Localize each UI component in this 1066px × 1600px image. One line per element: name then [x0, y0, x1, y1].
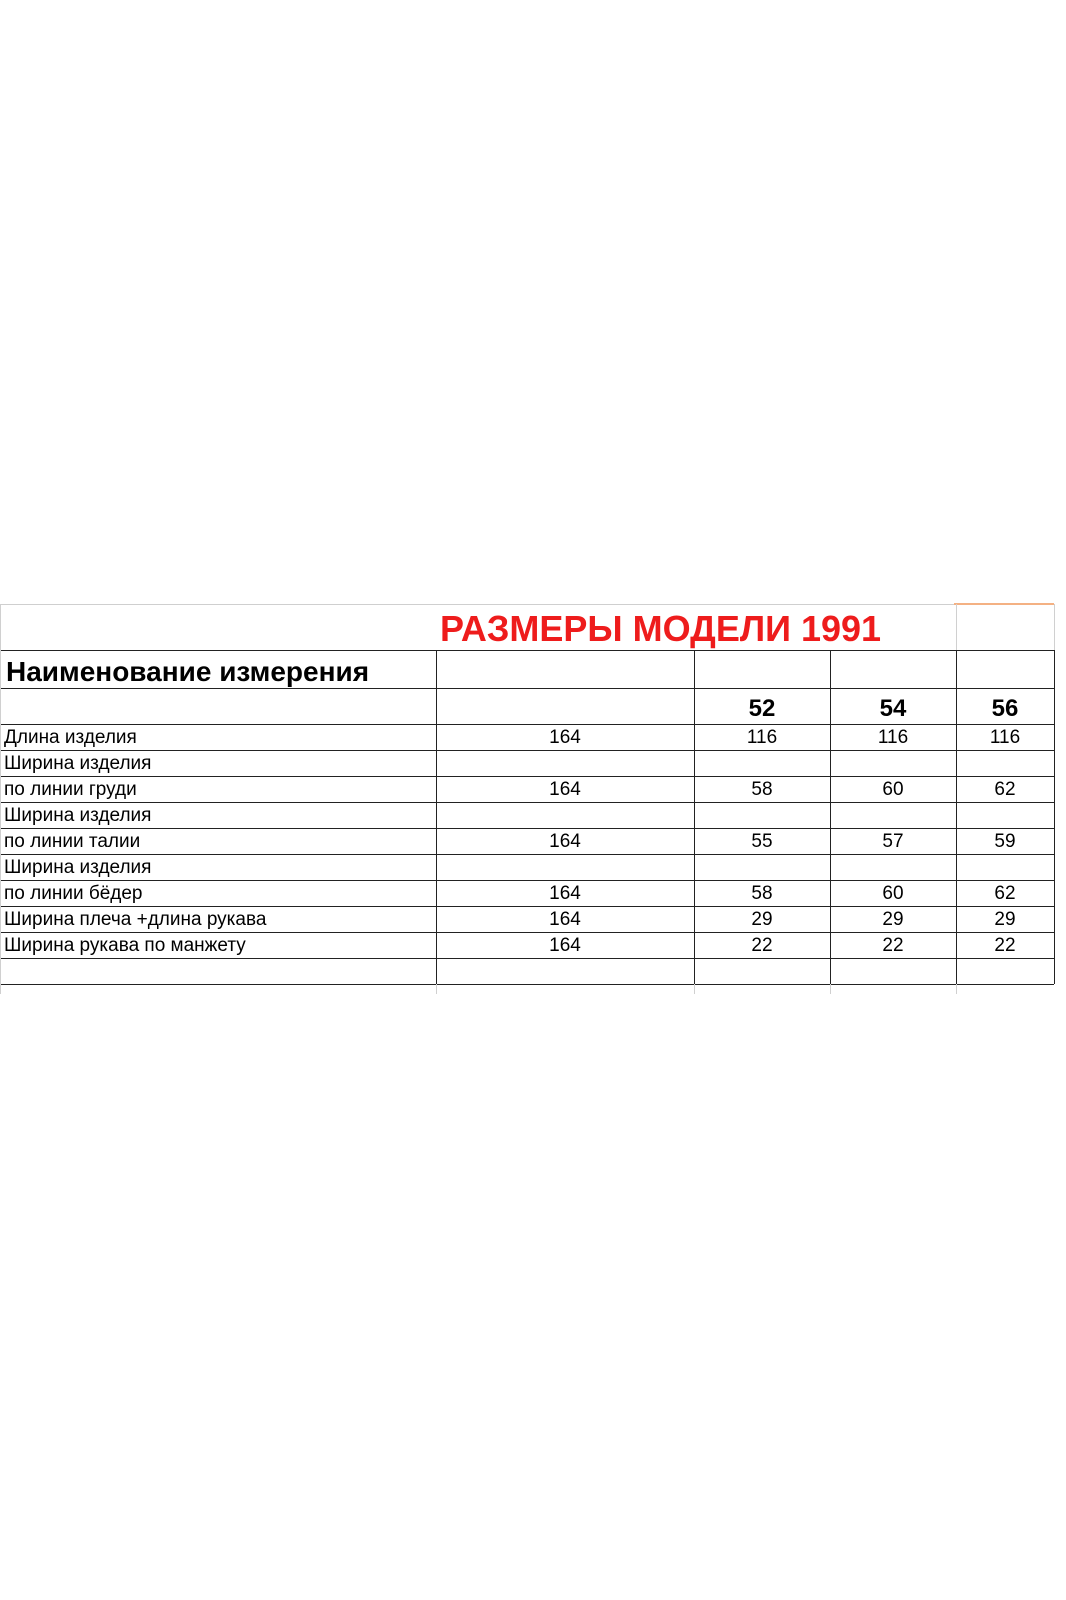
cell-size-54: 29	[882, 909, 904, 930]
cell-size-54: 60	[882, 779, 904, 800]
cell-height: 164	[549, 727, 581, 748]
cell-height: 164	[549, 935, 581, 956]
cell-height	[436, 855, 694, 881]
cell-size-56: 29	[994, 909, 1016, 930]
row-label: по линии бёдер	[4, 883, 143, 904]
row-label: Ширина плеча +длина рукава	[4, 909, 267, 930]
grid-vline-faint	[0, 604, 1, 994]
grid-hline	[0, 650, 1054, 651]
cell-height: 164	[549, 883, 581, 904]
cell-size-56: 22	[994, 935, 1016, 956]
sheet-top-line	[0, 604, 1054, 605]
cell-size-56	[956, 751, 1054, 777]
grid-vline-faint	[830, 984, 831, 994]
cell-size-54	[830, 751, 956, 777]
cell-size-54	[830, 855, 956, 881]
cell-size-52: 116	[746, 727, 778, 748]
cell-height: 164	[549, 831, 581, 852]
cell-selection-accent	[954, 603, 1054, 605]
cell-size-54	[830, 803, 956, 829]
grid-vline-faint	[694, 984, 695, 994]
cell-size-52: 58	[751, 779, 773, 800]
cell-size-52	[694, 855, 830, 881]
grid-vline-faint	[956, 604, 957, 650]
cell-size-56: 62	[994, 779, 1016, 800]
row-label: Ширина изделия	[4, 753, 152, 774]
cell-size-56	[956, 855, 1054, 881]
page-title: РАЗМЕРЫ МОДЕЛИ 1991	[440, 608, 882, 649]
cell-size-52	[694, 751, 830, 777]
grid-vline-faint	[956, 984, 957, 994]
cell-size-52: 22	[751, 935, 773, 956]
row-label: Ширина изделия	[4, 857, 152, 878]
cell-size-56	[956, 803, 1054, 829]
cell-size-54: 57	[882, 831, 904, 852]
cell-size-52: 55	[751, 831, 773, 852]
size-header-56: 56	[991, 695, 1019, 722]
row-label: по линии талии	[4, 831, 141, 852]
cell-size-56: 116	[989, 727, 1021, 748]
cell-height	[436, 751, 694, 777]
cell-size-56: 62	[994, 883, 1016, 904]
cell-height	[436, 803, 694, 829]
grid-hline	[0, 984, 1054, 985]
cell-size-54: 22	[882, 935, 904, 956]
cell-size-54: 116	[877, 727, 909, 748]
cell-size-52	[694, 803, 830, 829]
cell-size-56: 59	[994, 831, 1016, 852]
row-label: Ширина рукава по манжету	[4, 935, 246, 956]
header-measurement-name: Наименование измерения	[6, 656, 370, 687]
cell-height: 164	[549, 779, 581, 800]
cell-size-52: 29	[751, 909, 773, 930]
cell-size-54: 60	[882, 883, 904, 904]
size-header-52: 52	[748, 695, 776, 722]
grid-vline-faint	[1054, 604, 1055, 650]
row-label: Длина изделия	[4, 727, 137, 748]
grid-vline-faint	[436, 984, 437, 994]
grid-vline	[1054, 650, 1055, 984]
row-label: Ширина изделия	[4, 805, 152, 826]
size-header-54: 54	[879, 695, 907, 722]
row-label: по линии груди	[4, 779, 137, 800]
cell-height: 164	[549, 909, 581, 930]
cell-size-52: 58	[751, 883, 773, 904]
